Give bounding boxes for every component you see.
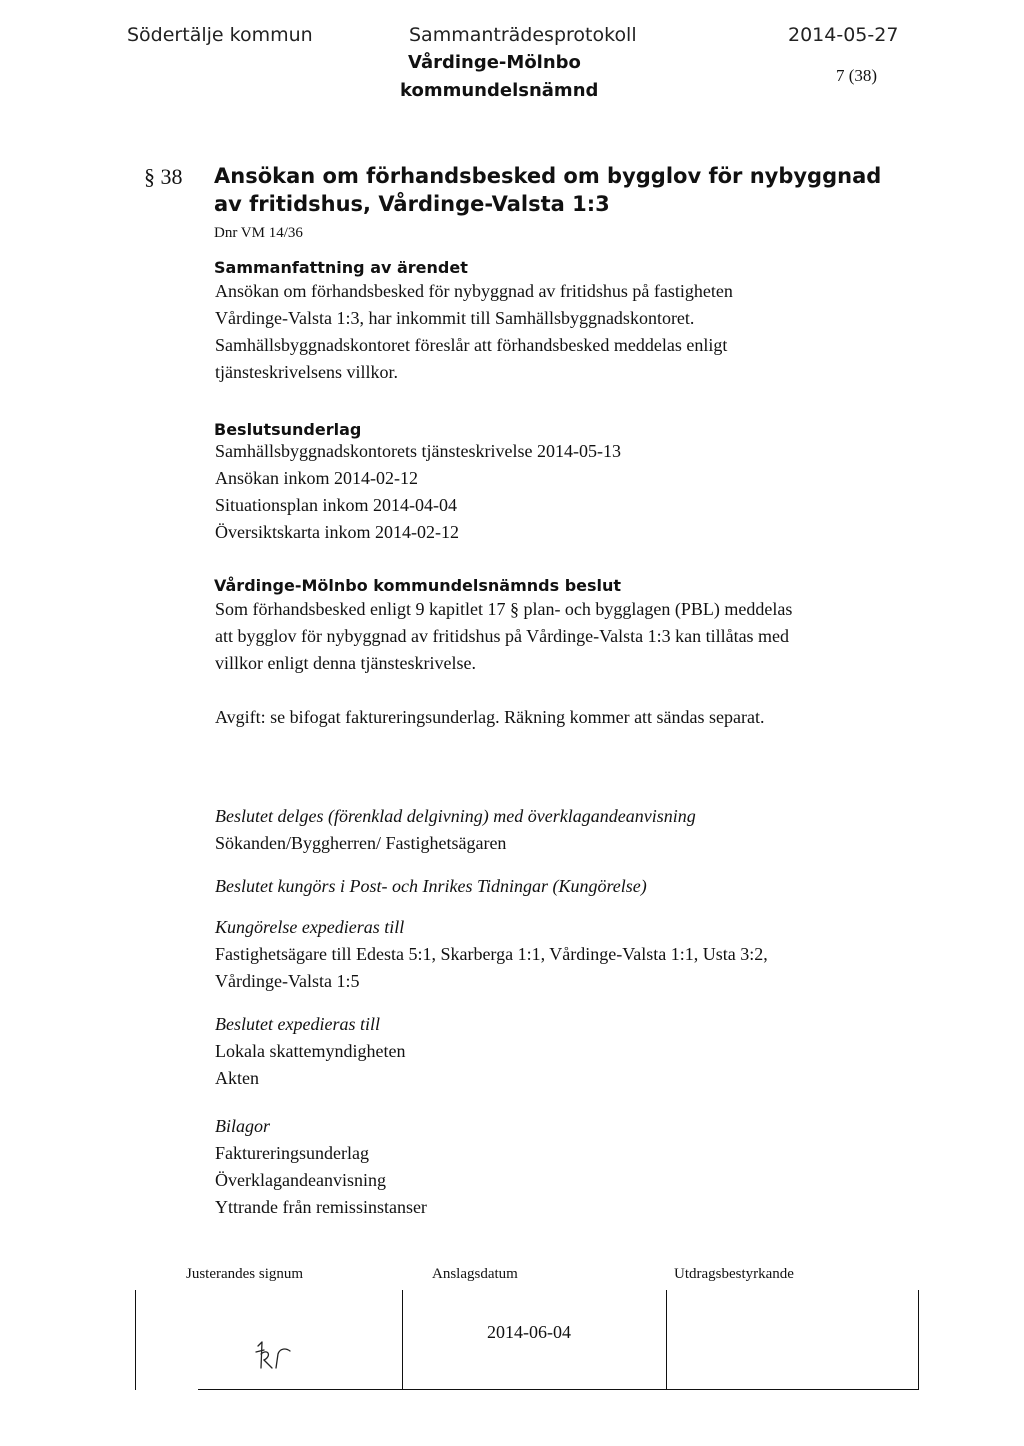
sent-recipient: Lokala skattemyndigheten [215,1041,406,1061]
sent-heading: Beslutet expedieras till [215,1014,380,1034]
delivery-heading: Beslutet delges (förenklad delgivning) med överklagandeanvisning [215,806,696,826]
summary-text [215,278,733,386]
attachment-item: Överklagandeanvisning [215,1170,386,1190]
summary-heading: Sammanfattning av ärendet [214,258,468,277]
basis-item: Ansökan inkom 2014-02-12 [215,468,418,488]
decision-line: Som förhandsbesked enligt 9 kapitlet 17 § plan- och bygglagen (PBL) meddelas [215,599,793,619]
document-type: Sammanträdesprotokoll [409,24,637,46]
basis-item: Samhällsbyggnadskontorets tjänsteskrivelse 2014-05-13 [215,441,621,461]
table-bottom-line [198,1389,919,1390]
attachment-item: Yttrande från remissinstanser [215,1197,427,1217]
delivery-recipients: Sökanden/Byggherren/ Fastighetsägaren [215,833,507,853]
sent-recipient: Akten [215,1068,259,1088]
posting-date: 2014-06-04 [487,1322,571,1342]
attachment-item: Faktureringsunderlag [215,1143,369,1163]
summary-line: Vårdinge-Valsta 1:3, har inkommit till Samhällsbyggnadskontoret. [215,308,695,328]
notice-heading: Kungörelse expedieras till [215,917,405,937]
table-border-left [135,1290,136,1390]
page-number: 7 (38) [836,66,878,85]
signature-initials [252,1338,296,1376]
signature-column-label: Justerandes signum [186,1266,304,1282]
basis-heading: Beslutsunderlag [214,420,362,439]
basis-item: Situationsplan inkom 2014-04-04 [215,495,457,515]
meeting-date: 2014-05-27 [788,24,899,46]
certification-column-label: Utdragsbestyrkande [674,1266,794,1282]
summary-line: tjänsteskrivelsens villkor. [215,362,398,382]
notice-recipients-line2: Vårdinge-Valsta 1:5 [215,971,360,991]
decision-line: villkor enligt denna tjänsteskrivelse. [215,653,476,673]
table-divider-1 [402,1290,403,1390]
case-number: Dnr VM 14/36 [214,225,303,241]
table-border-right [918,1290,919,1390]
section-title-line1: Ansökan om förhandsbesked om bygglov för nybyggnad [214,164,882,188]
section-title-line2: av fritidshus, Vårdinge-Valsta 1:3 [214,192,610,216]
basis-list [215,438,621,546]
table-divider-2 [666,1290,667,1390]
basis-item: Översiktskarta inkom 2014-02-12 [215,522,459,542]
decision-line: att bygglov för nybyggnad av fritidshus på Vårdinge-Valsta 1:3 kan tillåtas med [215,626,790,646]
summary-line: Samhällsbyggnadskontoret föreslår att förhandsbesked meddelas enligt [215,335,728,355]
municipality-name: Södertälje kommun [127,24,313,46]
committee-name-line1: Vårdinge-Mölnbo [408,52,581,73]
decision-text [215,596,792,677]
attachments-heading: Bilagor [215,1116,271,1136]
summary-line: Ansökan om förhandsbesked för nybyggnad av fritidshus på fastigheten [215,281,733,301]
notice-recipients-line1: Fastighetsägare till Edesta 5:1, Skarberga 1:1, Vårdinge-Valsta 1:1, Usta 3:2, [215,944,768,964]
decision-heading: Vårdinge-Mölnbo kommundelsnämnds beslut [214,576,622,595]
committee-name-line2: kommundelsnämnd [400,80,599,101]
section-number: § 38 [144,164,183,189]
fee-note: Avgift: se bifogat faktureringsunderlag. Räkning kommer att sändas separat. [215,707,765,727]
announcement-note: Beslutet kungörs i Post- och Inrikes Tidningar (Kungörelse) [215,876,647,896]
posting-date-column-label: Anslagsdatum [432,1266,518,1282]
